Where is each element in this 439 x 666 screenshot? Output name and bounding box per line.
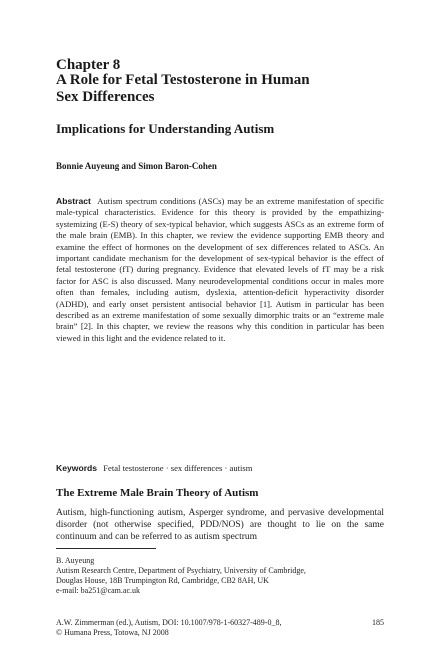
abstract-text: Autism spectrum conditions (ASCs) may be an extreme manifestation of specific male-typical characteristics. Evidence for this theory is provided by the empathizing-systemizing (E-S) theory of sex-typical behavior, which suggests ASCs as an extreme form of the male brain (EMB). In this chapter, we review the evidence supporting EMB theory and examine the effect of hormones on the development of sex differences related to ASCs. An important candidate mechanism for the development of sex-typical behavior is the effect of fetal testosterone (fT) during pregnancy. Evidence that elevated levels of fT may be a risk factor for ASC is also discussed. Many neurodevelopmental conditions occur in males more often than females, including autism, dyslexia, attention-deficit hyperactivity disorder (ADHD), and early onset persistent antisocial behavior [1]. Autism in particular has been described as an extreme manifestation of some sexually dimorphic traits or an “extreme male brain” [2]. In this chapter, we review the reasons why this condition in particular has been viewed in this light and the evidence related to it. <box>56 196 384 343</box>
author-line: Bonnie Auyeung and Simon Baron-Cohen <box>56 161 217 171</box>
keywords-line <box>56 462 384 474</box>
section-heading: The Extreme Male Brain Theory of Autism <box>56 487 259 499</box>
keywords-text: Fetal testosterone · sex differences · autism <box>103 463 253 473</box>
page-number: 185 <box>372 618 384 627</box>
chapter-subtitle: Implications for Understanding Autism <box>56 121 275 136</box>
abstract-paragraph <box>56 196 384 344</box>
citation-block <box>56 618 316 638</box>
footnote-email: e-mail: ba251@cam.ac.uk <box>56 586 140 595</box>
abstract-label: Abstract <box>56 196 91 206</box>
author-affiliation <box>56 556 384 596</box>
citation-line-2: © Humana Press, Totowa, NJ 2008 <box>56 628 169 637</box>
footnote-divider <box>56 548 156 549</box>
chapter-title: A Role for Fetal Testosterone in Human Sex Differences <box>56 72 310 105</box>
citation-line-1: A.W. Zimmerman (ed.), Autism, DOI: 10.1007/978-1-60327-489-0_8, <box>56 618 282 627</box>
footnote-affiliation-line-2: Douglas House, 18B Trumpington Rd, Cambridge, CB2 8AH, UK <box>56 576 269 585</box>
footnote-affiliation-line-1: Autism Research Centre, Department of Psychiatry, University of Cambridge, <box>56 566 306 575</box>
keywords-label: Keywords <box>56 463 98 473</box>
section-body-text: Autism, high-functioning autism, Asperger syndrome, and pervasive developmental disorder (not otherwise specified, PDD/NOS) are thought to lie on the same continuum and can be referred to as autism spectrum <box>56 508 384 542</box>
footnote-author-name: B. Auyeung <box>56 556 95 565</box>
chapter-number: Chapter 8 <box>56 57 121 73</box>
